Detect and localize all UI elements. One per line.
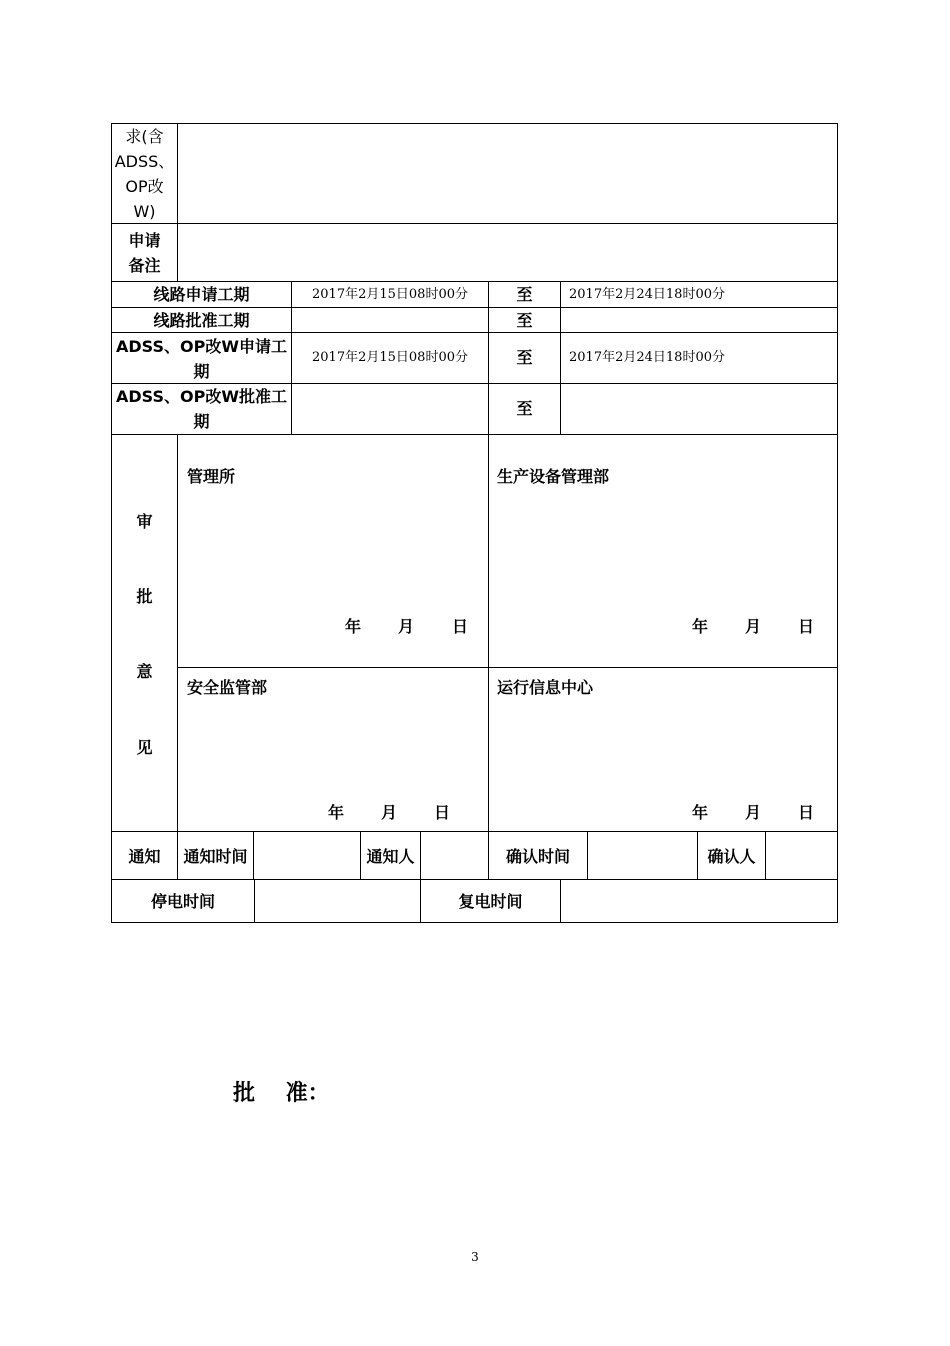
col-line — [488, 434, 489, 879]
date-year: 年 — [328, 803, 345, 822]
dept-mgmt-label: 管理所 — [187, 467, 236, 486]
page-number: 3 — [471, 1250, 479, 1264]
review-label-char: 审 — [136, 512, 153, 531]
confirm-time-field[interactable] — [588, 832, 697, 879]
to-label: 至 — [516, 285, 533, 304]
date-month: 月 — [381, 803, 398, 822]
date-month: 月 — [745, 803, 762, 822]
notifier-label: 通知人 — [366, 847, 415, 866]
date-year: 年 — [692, 803, 709, 822]
date-day: 日 — [452, 617, 469, 636]
line-approve-label: 线路批准工期 — [153, 311, 250, 330]
confirm-time-label: 确认时间 — [505, 847, 570, 866]
outage-time-field[interactable] — [255, 880, 420, 923]
to-label: 至 — [516, 348, 533, 367]
remark-field[interactable] — [178, 224, 837, 281]
review-label-char: 意 — [136, 662, 153, 681]
date-year: 年 — [345, 617, 362, 636]
notify-time-field[interactable] — [254, 832, 360, 879]
row-line — [177, 667, 838, 668]
line-apply-to: 2017年2月24日18时00分 — [569, 287, 725, 302]
restore-time-field[interactable] — [561, 880, 837, 923]
line-apply-from: 2017年2月15日08时00分 — [312, 287, 468, 302]
date-month: 月 — [745, 617, 762, 636]
approval-heading: 批 准： — [233, 1081, 330, 1106]
to-label: 至 — [516, 311, 533, 330]
restore-time-label: 复电时间 — [458, 892, 523, 911]
line-approve-to-field[interactable] — [561, 308, 837, 332]
notifier-field[interactable] — [421, 832, 488, 879]
confirmer-field[interactable] — [766, 832, 837, 879]
line-apply-label: 线路申请工期 — [153, 285, 250, 304]
notify-label: 通知 — [128, 847, 161, 866]
line-approve-from-field[interactable] — [292, 308, 488, 332]
dept-prod-label: 生产设备管理部 — [497, 467, 610, 486]
review-label-char: 见 — [136, 738, 153, 757]
to-label: 至 — [516, 399, 533, 418]
remark-label: 申请 备注 — [128, 231, 161, 275]
date-day: 日 — [434, 803, 451, 822]
date-year: 年 — [692, 617, 709, 636]
adss-apply-label: ADSS、OP改W申请工 期 — [116, 337, 287, 381]
col-line — [177, 434, 178, 879]
date-month: 月 — [398, 617, 415, 636]
adss-approve-label: ADSS、OP改W批准工 期 — [116, 387, 287, 431]
date-day: 日 — [798, 803, 815, 822]
adss-approve-from-field[interactable] — [292, 384, 488, 434]
outage-time-label: 停电时间 — [150, 892, 215, 911]
row-line — [111, 434, 838, 435]
requirement-field[interactable] — [178, 124, 837, 223]
dept-ops-label: 运行信息中心 — [497, 678, 594, 697]
notify-time-label: 通知时间 — [183, 847, 248, 866]
dept-safety-label: 安全监管部 — [187, 678, 268, 697]
adss-apply-to: 2017年2月24日18时00分 — [569, 350, 725, 365]
review-label-char: 批 — [136, 587, 153, 606]
adss-approve-to-field[interactable] — [561, 384, 837, 434]
confirmer-label: 确认人 — [707, 847, 756, 866]
adss-apply-from: 2017年2月15日08时00分 — [312, 350, 468, 365]
requirement-label: 求(含 ADSS、 OP改 W) — [114, 127, 175, 221]
date-day: 日 — [798, 617, 815, 636]
